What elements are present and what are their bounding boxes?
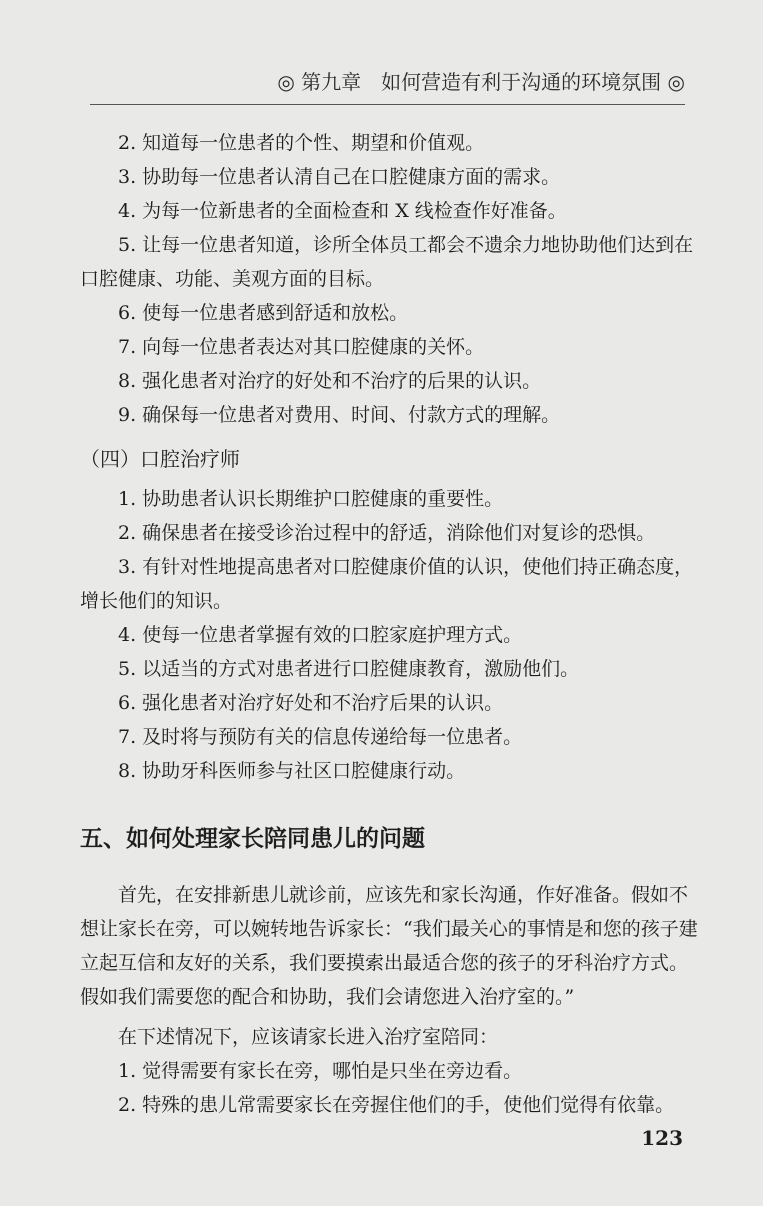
list-item: 5. 让每一位患者知道，诊所全体员工都会不遗余力地协助他们达到在口腔健康、功能、美观方面的目标。 (80, 234, 694, 290)
list-item: 1. 觉得需要有家长在旁，哪怕是只坐在旁边看。 (118, 1060, 523, 1082)
body-paragraph: 在下述情况下，应该请家长进入治疗室陪同： (118, 1026, 499, 1048)
list-item: 6. 使每一位患者感到舒适和放松。 (118, 302, 409, 324)
list-item: 2. 确保患者在接受诊治过程中的舒适，消除他们对复诊的恐惧。 (118, 522, 656, 544)
page-number: 123 (641, 1126, 683, 1150)
list-item: 8. 强化患者对治疗的好处和不治疗的后果的认识。 (118, 370, 542, 392)
list-item: 4. 为每一位新患者的全面检查和 X 线检查作好准备。 (118, 200, 567, 222)
page-content (80, 126, 698, 1122)
list-item: 5. 以适当的方式对患者进行口腔健康教育，激励他们。 (118, 658, 580, 680)
running-header: ◎ 第九章 如何营造有利于沟通的环境氛围 ◎ (277, 70, 685, 94)
section-title: 五、如何处理家长陪同患儿的问题 (80, 826, 425, 852)
list-item: 2. 知道每一位患者的个性、期望和价值观。 (118, 132, 485, 154)
header-rule (90, 104, 685, 105)
list-item: 2. 特殊的患儿常需要家长在旁握住他们的手，使他们觉得有依靠。 (118, 1094, 675, 1116)
list-item: 7. 向每一位患者表达对其口腔健康的关怀。 (118, 336, 485, 358)
list-item: 6. 强化患者对治疗好处和不治疗后果的认识。 (118, 692, 504, 714)
list-item: 9. 确保每一位患者对费用、时间、付款方式的理解。 (118, 404, 561, 426)
list-item: 4. 使每一位患者掌握有效的口腔家庭护理方式。 (118, 624, 523, 646)
list-item: 8. 协助牙科医师参与社区口腔健康行动。 (118, 760, 466, 782)
list-item: 1. 协助患者认识长期维护口腔健康的重要性。 (118, 488, 504, 510)
list-item: 7. 及时将与预防有关的信息传递给每一位患者。 (118, 726, 523, 748)
list-item: 3. 协助每一位患者认清自己在口腔健康方面的需求。 (118, 166, 561, 188)
subheading: （四）口腔治疗师 (80, 447, 240, 471)
list-item: 3. 有针对性地提高患者对口腔健康价值的认识，使他们持正确态度，增长他们的知识。 (80, 556, 694, 612)
body-paragraph: 首先，在安排新患儿就诊前，应该先和家长沟通，作好准备。假如不想让家长在旁，可以婉转地告诉家长：“我们最关心的事情是和您的孩子建立起互信和友好的关系，我们要摸索出最适合您的孩子的牙科治疗方式。假如我们需要您的配合和协助，我们会请您进入治疗室的。” (80, 884, 698, 1008)
